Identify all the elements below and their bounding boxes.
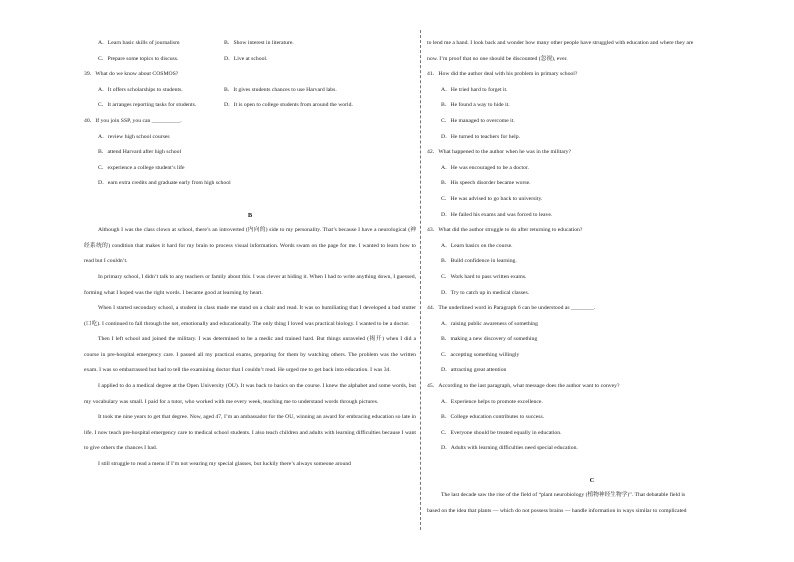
- option-a: A．Learn basic skills of journalism: [98, 40, 180, 46]
- option-c: C．Work hard to pass written exams.: [441, 273, 527, 280]
- option-c: C．It arranges reporting tasks for students.: [98, 102, 197, 109]
- option-c: C．He managed to overcome it.: [441, 117, 515, 124]
- passage-paragraph-7: I still struggle to read a menu if I’m not wearing my special glasses, but luckily there’s always someone around: [98, 461, 352, 468]
- question-40: 40．If you join SSP, you can __________.: [84, 117, 182, 124]
- section-b-heading: B: [247, 211, 253, 219]
- option-d: D．He turned to teachers for help.: [441, 133, 520, 140]
- option-d: D．Live at school.: [224, 55, 268, 62]
- option-d: D．He failed his exams and was forced to leave.: [441, 211, 553, 218]
- option-c: C．accepting something willingly: [441, 351, 520, 358]
- q39-options-row-2: [84, 98, 416, 114]
- passage-paragraph-1: Although I was the class clown at school, there’s an introverted (内向的) side to my personality. That’s because I have a neurological (神经系统的) condition that makes it hard for my brain to process visual information. Words swam on the page for me. I wanted to learn how to read but I couldn’t.: [84, 227, 416, 265]
- option-b: B．His speech disorder became worse.: [441, 180, 531, 187]
- question-45: 45．According to the last paragraph, what message does the author want to convey?: [427, 383, 620, 390]
- option-b: B．attend Harvard after high school: [98, 149, 182, 156]
- option-a: A．He tried hard to forget it.: [441, 86, 508, 93]
- option-a: A．He was encouraged to be a doctor.: [441, 164, 529, 171]
- option-d: D．attracting great attention: [441, 367, 507, 374]
- question-42: 42．What happened to the author when he was in the military?: [427, 149, 572, 156]
- option-a: A．raising public awareness of something: [441, 320, 538, 327]
- option-d: D．It is open to college students from around the world.: [224, 102, 353, 109]
- question-41: 41．How did the author deal with his problem in primary school?: [427, 71, 578, 78]
- passage-c-line-2: based on the idea that plants — which do not possess brains — handle information in ways similar to complicated: [427, 507, 687, 514]
- option-d: D．Try to catch up in medical classes.: [441, 289, 530, 296]
- option-a: A．It offers scholarships to students.: [98, 86, 183, 93]
- option-b: B．It gives students chances to use Harvard labs.: [224, 86, 337, 93]
- passage-paragraph-6: It took me nine years to get that degree. Now, aged 47, I’m an ambassador for the OU, winning an award for embracing education so late in life. I now teach pre-hospital emergency care to medical school students. I also teach children and adults with learning difficulties because I want to give others the chances I had.: [84, 414, 416, 452]
- question-43: 43．What did the author struggle to do after returning to education?: [427, 227, 583, 234]
- option-c: C．Everyone should be treated equally in education.: [441, 429, 562, 436]
- q38-options-row-1: [84, 36, 416, 52]
- option-a: A．Learn basics on the course.: [441, 242, 513, 249]
- option-c: C．experience a college student’s life: [98, 164, 185, 171]
- option-b: B．He found a way to hide it.: [441, 102, 510, 109]
- passage-c-line-1: The last decade saw the rise of the field of “plant neurobiology (植物神经生物学)”. That debatable field is: [441, 492, 686, 499]
- right-column: [427, 36, 757, 519]
- passage-paragraph-3: When I started secondary school, a student in class made me stand on a chair and read. It was so humiliating that I developed a bad stutter (口吃). I continued to fall through the net, emotionally and educationally. The only thing I loved was practical biology. I wanted to be a doctor.: [84, 305, 416, 327]
- option-d: D．earn extra credits and graduate early from high school: [98, 180, 231, 187]
- passage-continuation-line-1: to lend me a hand. I look back and wonder how many other people have struggled with education and where they are: [427, 40, 694, 46]
- question-44: 44．The underlined word in Paragraph 6 can be understood as ________.: [427, 305, 596, 312]
- q38-options-row-2: [84, 52, 416, 68]
- option-a: A．review high school courses: [98, 133, 170, 140]
- option-d: D．Adults with learning difficulties need special education.: [441, 445, 578, 452]
- option-a: A．Experience helps to promote excellence.: [441, 398, 543, 405]
- option-b: B．Show interest in literature.: [224, 40, 294, 46]
- option-b: B．College education contributes to success.: [441, 414, 545, 421]
- passage-continuation-line-2: now. I’m proof that no one should be discounted (忽视), ever.: [427, 55, 568, 62]
- passage-paragraph-2: In primary school, I didn’t talk to any teachers or family about this. I was clever at hiding it. When I had to write anything down, I guessed, forming what I hoped was the right words. I became good at learning by heart.: [84, 273, 416, 296]
- option-b: B．making a new discovery of something: [441, 336, 538, 343]
- section-c-heading: C: [589, 476, 595, 484]
- question-39: 39．What do we know about COSMOS?: [84, 71, 179, 78]
- left-column: [84, 36, 416, 473]
- passage-paragraph-4: Then I left school and joined the military. I was determined to be a medic and trained hard. But things unraveled (揭开) when I did a course in pre-hospital emergency care. I passed all my practical exams, preparing for them by watching others. The problem was the written exam. I was so embarrassed but had to tell the examining doctor that I couldn’t read. He urged me to get back into education. I was 34.: [84, 336, 416, 374]
- option-b: B．Build confidence in learning.: [441, 258, 517, 265]
- option-c: C．Prepare some topics to discuss.: [98, 55, 179, 62]
- column-divider: [420, 30, 421, 530]
- passage-paragraph-5: I applied to do a medical degree at the Open University (OU). It was back to basics on the course. I knew the alphabet and some words, but my vocabulary was small. I paid for a tutor, who worked with me every week, teaching me to understand words through pictures.: [84, 383, 416, 405]
- q39-options-row-1: [84, 83, 416, 99]
- option-c: C．He was advised to go back to university.: [441, 195, 543, 202]
